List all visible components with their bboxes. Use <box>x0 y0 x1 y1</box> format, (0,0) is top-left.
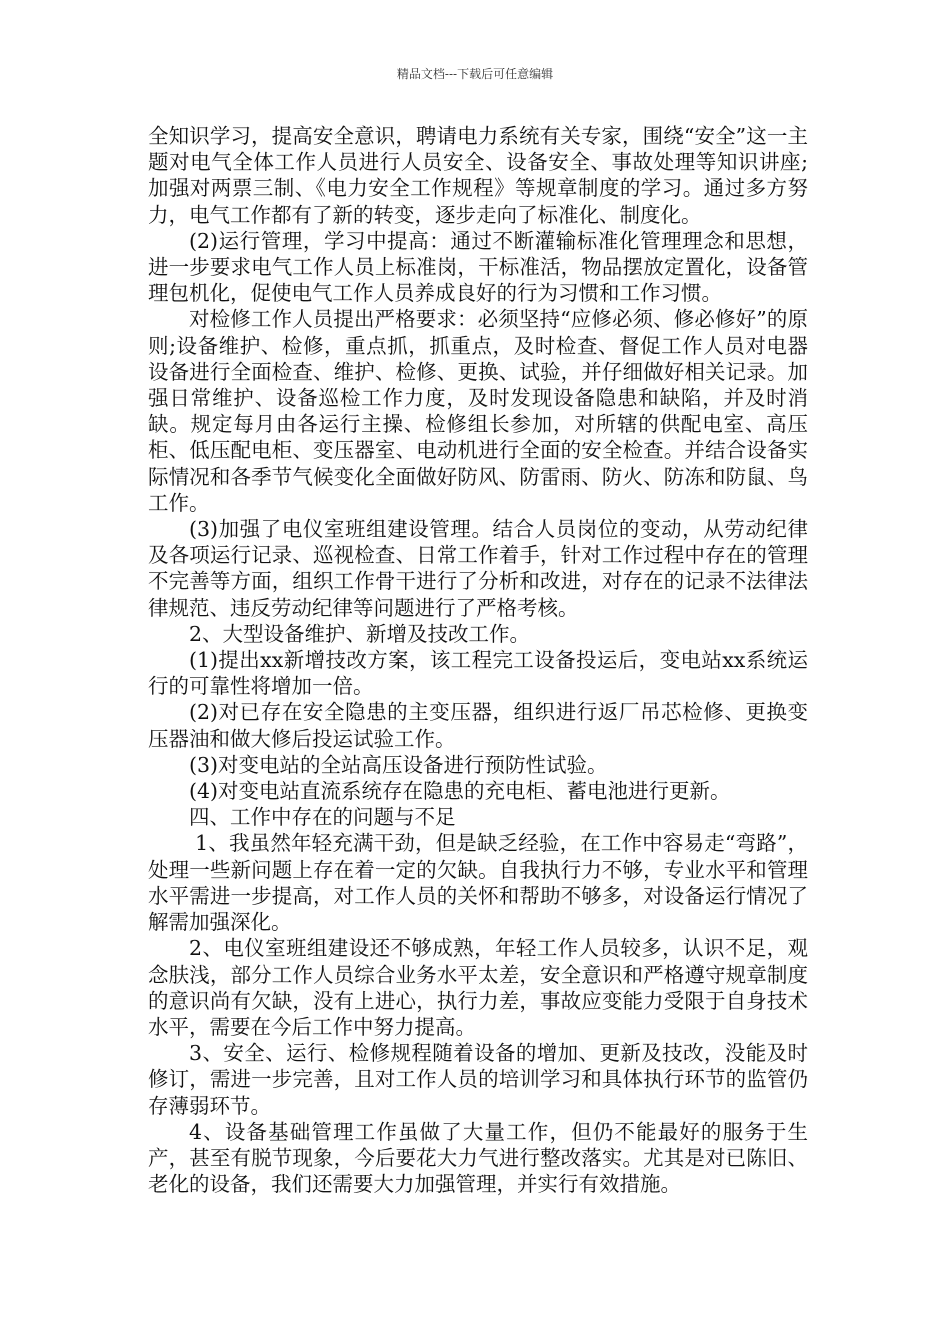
paragraph-safety-training: 全知识学习，提高安全意识，聘请电力系统有关专家，围绕“安全”这一主题对电气全体工作人员进行人员安全、设备安全、事故处理等知识讲座;加强对两票三制、《电力安全工作规程》等规章制度的学习。通过多方努力，电气工作都有了新的转变，逐步走向了标准化、制度化。 <box>148 124 808 227</box>
list-item-4: (4)对变电站直流系统存在隐患的充电柜、蓄电池进行更新。 <box>189 779 731 804</box>
document-body <box>148 123 808 1197</box>
list-item-3: (3)对变电站的全站高压设备进行预防性试验。 <box>189 752 608 777</box>
section-heading-problems: 四、工作中存在的问题与不足 <box>189 805 456 830</box>
paragraph-team-building: (3)加强了电仪室班组建设管理。结合人员岗位的变动，从劳动纪律及各项运行记录、巡视检查、日常工作着手，针对工作过程中存在的管理不完善等方面，组织工作骨干进行了分析和改进，对存在的记录不法律法律规范、违反劳动纪律等问题进行了严格考核。 <box>148 517 808 620</box>
paragraph-maintenance-requirements: 对检修工作人员提出严格要求：必须坚持“应修必须、修必修好”的原则;设备维护、检修，重点抓，抓重点，及时检查、督促工作人员对电器设备进行全面检查、维护、检修、更换、试验，并仔细做好相关记录。加强日常维护、设备巡检工作力度，及时发现设备隐患和缺陷，并及时消缺。规定每月由各运行主操、检修组长参加，对所辖的供配电室、高压柜、低压配电柜、变压器室、电动机进行全面的安全检查。并结合设备实际情况和各季节气候变化全面做好防风、防雷雨、防火、防冻和防鼠、鸟工作。 <box>148 307 808 515</box>
section-heading-equipment: 2、大型设备维护、新增及技改工作。 <box>189 621 531 646</box>
problem-item-1: 1、我虽然年轻充满干劲，但是缺乏经验，在工作中容易走“弯路”，处理一些新问题上存在着一定的欠缺。自我执行力不够，专业水平和管理水平需进一步提高，对工作人员的关怀和帮助不够多，对设备运行情况了解需加强深化。 <box>148 831 808 935</box>
problem-item-3: 3、安全、运行、检修规程随着设备的增加、更新及技改，没能及时修订，需进一步完善，且对工作人员的培训学习和具体执行环节的监管仍存薄弱环节。 <box>148 1041 808 1118</box>
page-header: 精品文档---下载后可任意编辑 <box>396 67 554 81</box>
list-item-2: (2)对已存在安全隐患的主变压器，组织进行返厂吊芯检修、更换变压器油和做大修后投运试验工作。 <box>148 700 808 751</box>
problem-item-4: 4、设备基础管理工作虽做了大量工作，但仍不能最好的服务于生产，甚至有脱节现象，今后要花大力气进行整改落实。尤其是对已陈旧、老化的设备，我们还需要大力加强管理，并实行有效措施。 <box>148 1119 808 1197</box>
paragraph-operation-management: (2)运行管理，学习中提高：通过不断灌输标准化管理理念和思想，进一步要求电气工作人员上标准岗，干标准活，物品摆放定置化，设备管理包机化，促使电气工作人员养成良好的行为习惯和工作习惯。 <box>148 228 808 306</box>
problem-item-2: 2、电仪室班组建设还不够成熟，年轻工作人员较多，认识不足，观念肤浅，部分工作人员综合业务水平太差，安全意识和严格遵守规章制度的意识尚有欠缺，没有上进心，执行力差，事故应变能力受限于自身技术水平，需要在今后工作中努力提高。 <box>148 936 808 1039</box>
list-item-1: (1)提出xx新增技改方案，该工程完工设备投运后，变电站xx系统运行的可靠性将增加一倍。 <box>148 648 808 699</box>
